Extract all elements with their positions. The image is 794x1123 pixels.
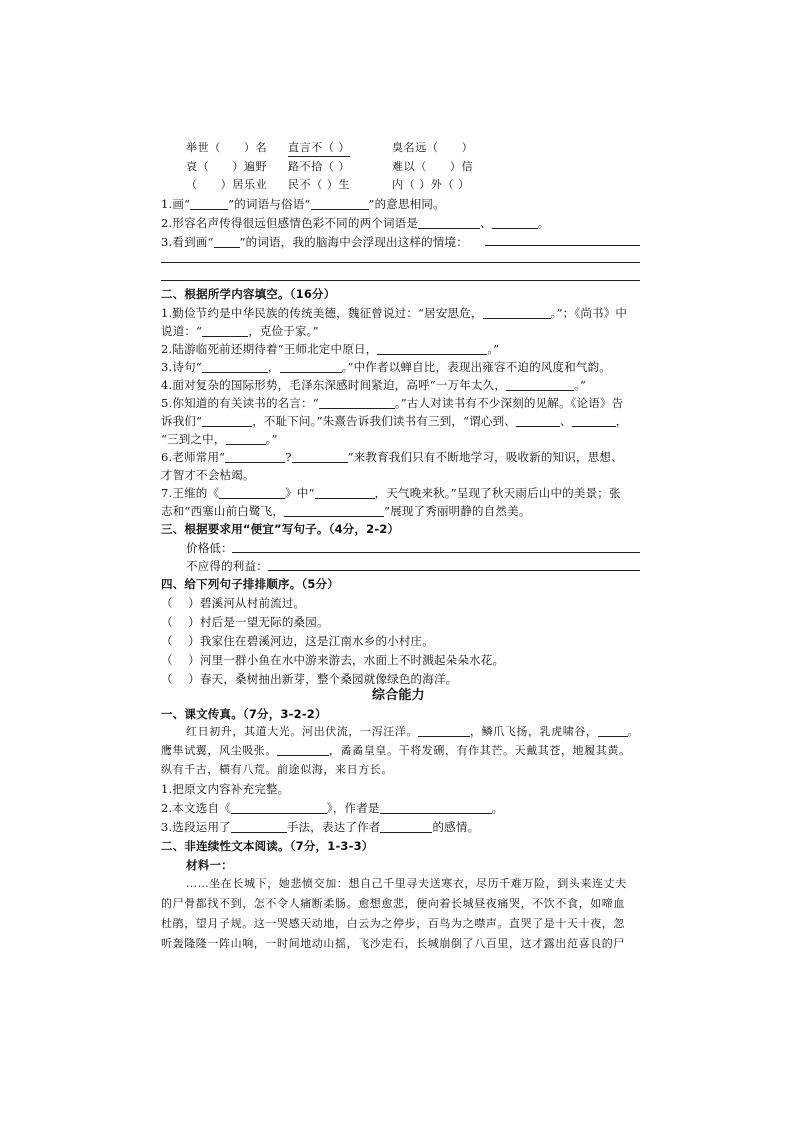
- blank[interactable]: [516, 414, 560, 427]
- text: 6.老师常用“: [161, 450, 226, 464]
- passage-line: ……坐在长城下，她悲愤交加：想自己千里寻夫送寒衣，尽历千难万险，到头来连丈夫: [186, 877, 627, 890]
- blank[interactable]: [418, 724, 470, 737]
- text: 。”古人对读书有不少深刻的见解。《论语》告: [394, 396, 624, 410]
- order-item: （ ）碧溪河从村前流过。: [161, 596, 306, 610]
- text: ”的词语，我的脑海中会浮现出这样的情境：: [239, 235, 468, 249]
- q1-line2: [161, 215, 549, 231]
- text: 。”: [265, 432, 278, 446]
- text: 1.勤俭节约是中华民族的传统美德，魏征曾说过：“居安思危，: [161, 306, 483, 320]
- text: ，不耻下问。”朱熹告诉我们读书有三到，“谓心到、: [252, 414, 516, 428]
- passage-line: 杜鹃，望月子规。这一哭感天动地，白云为之停步，百鸟为之噤声。直哭了是十天十夜，忽: [161, 917, 625, 930]
- s2-line8: [161, 431, 278, 447]
- s5-q3: [161, 819, 479, 835]
- blank[interactable]: [572, 414, 616, 427]
- text: ”的意思相同。: [368, 197, 445, 211]
- text: ?: [285, 450, 292, 464]
- text: 5.你知道的有关读书的名言：“: [161, 396, 319, 410]
- material-label: 材料一：: [186, 858, 233, 872]
- order-item: （ ）春天，桑树抽出新芽，整个桑园就像绿色的海洋。: [161, 672, 458, 686]
- idiom-r3-c2: 民不（ ）生: [288, 178, 351, 191]
- answer-line[interactable]: [485, 245, 640, 246]
- blank[interactable]: [231, 820, 287, 833]
- s2-line11: [161, 485, 621, 501]
- blank[interactable]: [277, 743, 329, 756]
- blank[interactable]: [202, 360, 268, 373]
- s2-line3: [161, 341, 499, 357]
- idiom-r3-c3: 内（ ）外（ ）: [392, 178, 470, 191]
- text: 2.形容名声传得很远但感情色彩不同的两个词语是: [161, 216, 419, 230]
- idiom-r2-c2: 路不拾（ ）: [288, 160, 351, 173]
- s5-p3: 纵有千古，横有八荒。前途似海，来日方长。: [161, 763, 393, 776]
- text: 。”: [574, 378, 587, 392]
- blank[interactable]: [202, 414, 252, 427]
- blank[interactable]: [380, 801, 492, 814]
- blank[interactable]: [231, 801, 327, 814]
- section3-title: 三、根据要求用“便宜”写句子。（4分，2-2）: [161, 522, 400, 536]
- section-heading: 综合能力: [372, 688, 425, 703]
- section4-title: 四、给下列句子排排顺序。（5分）: [161, 577, 339, 591]
- idiom-r1-c2: 直言不（ ）: [288, 140, 350, 157]
- idiom-r1-c3: 臭名远（ ）: [392, 141, 474, 154]
- s3-label-a: 价格低：: [186, 541, 233, 555]
- text: 3.诗句“: [161, 360, 202, 374]
- text: 4.面对复杂的国际形势，毛泽东深感时间紧迫，高呼“一万年太久，: [161, 378, 507, 392]
- text: 》中“: [285, 486, 315, 500]
- text: 。: [491, 801, 504, 815]
- s5-q1: 1.把原文内容补充完整。: [161, 782, 290, 796]
- text: 手法，表达了作者: [286, 820, 381, 834]
- blank[interactable]: [506, 378, 574, 391]
- text: ”来教育我们只有不断地学习，吸收新的知识，思想、: [347, 450, 623, 464]
- s3-label-b: 不应得的利益：: [186, 559, 268, 573]
- text: 2.本文选自《: [161, 801, 231, 815]
- blank[interactable]: [492, 216, 538, 229]
- s2-line6: [161, 395, 623, 411]
- text: 》，作者是: [326, 801, 380, 815]
- s2-line4: [161, 359, 611, 375]
- blank[interactable]: [280, 360, 342, 373]
- text: 诉我们“: [161, 414, 203, 428]
- section2-title: 二、根据所学内容填空。（16分）: [161, 287, 336, 301]
- passage-line: 的尸骨都找不到，怎不令人痛断柔肠。愈想愈悲，便向着长城昼夜痛哭，不饮不食，如啼血: [161, 897, 625, 910]
- order-item: （ ）我家住在碧溪河边，这是江南水乡的小村庄。: [161, 634, 434, 648]
- text: ，: [615, 414, 628, 428]
- s5-q2: [161, 800, 503, 816]
- text: ”的词语与俗语“: [228, 197, 311, 211]
- text: 志和“西塞山前白鹭飞，: [161, 504, 285, 518]
- text: 。”: [487, 342, 500, 356]
- text: 。: [537, 216, 550, 230]
- blank[interactable]: [319, 396, 395, 409]
- text: ，鳞爪飞扬，乳虎啸谷，: [470, 725, 598, 738]
- text: 的感情。: [432, 820, 480, 834]
- s5-p1: [186, 724, 639, 740]
- blank[interactable]: [219, 486, 285, 499]
- blank[interactable]: [225, 450, 285, 463]
- text: 说道：“: [161, 324, 203, 338]
- s2-line5: [161, 377, 586, 393]
- answer-line[interactable]: [232, 552, 640, 553]
- text: 1.画“: [161, 197, 191, 211]
- s2-line10: 才智才不会枯竭。: [161, 468, 255, 482]
- text: ，: [267, 360, 280, 374]
- s2-line12: [161, 503, 531, 519]
- text: 。”；《尚书》中: [550, 306, 628, 320]
- s5-p2: [161, 743, 631, 759]
- text: 。: [627, 725, 640, 738]
- blank[interactable]: [483, 306, 551, 319]
- text: 、: [480, 216, 492, 230]
- blank[interactable]: [311, 197, 369, 210]
- text: 鹰隼试翼，风尘吸张。: [161, 744, 277, 757]
- text: “三到之中，: [161, 432, 226, 446]
- idiom-r1-c1: 举世（ ）名: [186, 141, 268, 154]
- answer-line[interactable]: [161, 280, 640, 281]
- blank[interactable]: [214, 235, 240, 248]
- idiom-r3-c1: （ ）居乐业: [186, 178, 268, 191]
- text: 红日初升，其道大光。河出伏流，一泻汪洋。: [186, 725, 418, 738]
- text: 3.看到画“: [161, 235, 214, 249]
- answer-line[interactable]: [268, 570, 640, 571]
- blank[interactable]: [292, 450, 348, 463]
- idiom-r2-c1: 哀（ ）遍野: [186, 160, 268, 173]
- blank[interactable]: [284, 504, 384, 517]
- q1-line3: [161, 234, 468, 250]
- q1-line1: [161, 196, 445, 212]
- blank[interactable]: [315, 486, 375, 499]
- s5-title: 一、课文传真。（7分，3-2-2）: [161, 707, 327, 721]
- text: ，矞矞皇皇。干将发硎，有作其芒。天戴其苍，地履其黄。: [329, 744, 631, 757]
- text: 7.王维的《: [161, 486, 220, 500]
- text: 。”中作者以蝉自比，表现出雍容不迫的风度和气韵。: [341, 360, 611, 374]
- blank[interactable]: [226, 432, 266, 445]
- s2-line7: [161, 413, 627, 429]
- passage-line: 听轰隆隆一阵山响，一时间地动山摇，飞沙走石，长城崩倒了八百里，这才露出范喜良的尸: [161, 937, 625, 950]
- text: 2.陆游临死前还期待着“王师北定中原日，: [161, 342, 378, 356]
- text: ”展现了秀丽明静的自然美。: [384, 504, 531, 518]
- s6-title: 二、非连续性文本阅读。（7分，1-3-3）: [161, 839, 374, 853]
- text: ，克俭于家。”: [248, 324, 319, 338]
- text: 、: [560, 414, 572, 428]
- text: ，天气晚来秋。”呈现了秋天雨后山中的美景；张: [374, 486, 621, 500]
- s2-line2: [161, 323, 319, 339]
- blank[interactable]: [380, 820, 432, 833]
- s2-line9: [161, 449, 623, 465]
- blank[interactable]: [202, 324, 248, 337]
- blank[interactable]: [190, 197, 228, 210]
- text: 3.选段运用了: [161, 820, 231, 834]
- order-item: （ ）村后是一望无际的桑园。: [161, 615, 329, 629]
- idiom-r2-c3: 难以（ ）信: [392, 160, 474, 173]
- answer-line[interactable]: [161, 262, 640, 263]
- blank[interactable]: [418, 216, 480, 229]
- order-item: （ ）河里一群小鱼在水中游来游去，水面上不时溅起朵朵水花。: [161, 653, 505, 667]
- s2-line1: [161, 305, 627, 321]
- blank[interactable]: [598, 724, 628, 737]
- blank[interactable]: [377, 342, 487, 355]
